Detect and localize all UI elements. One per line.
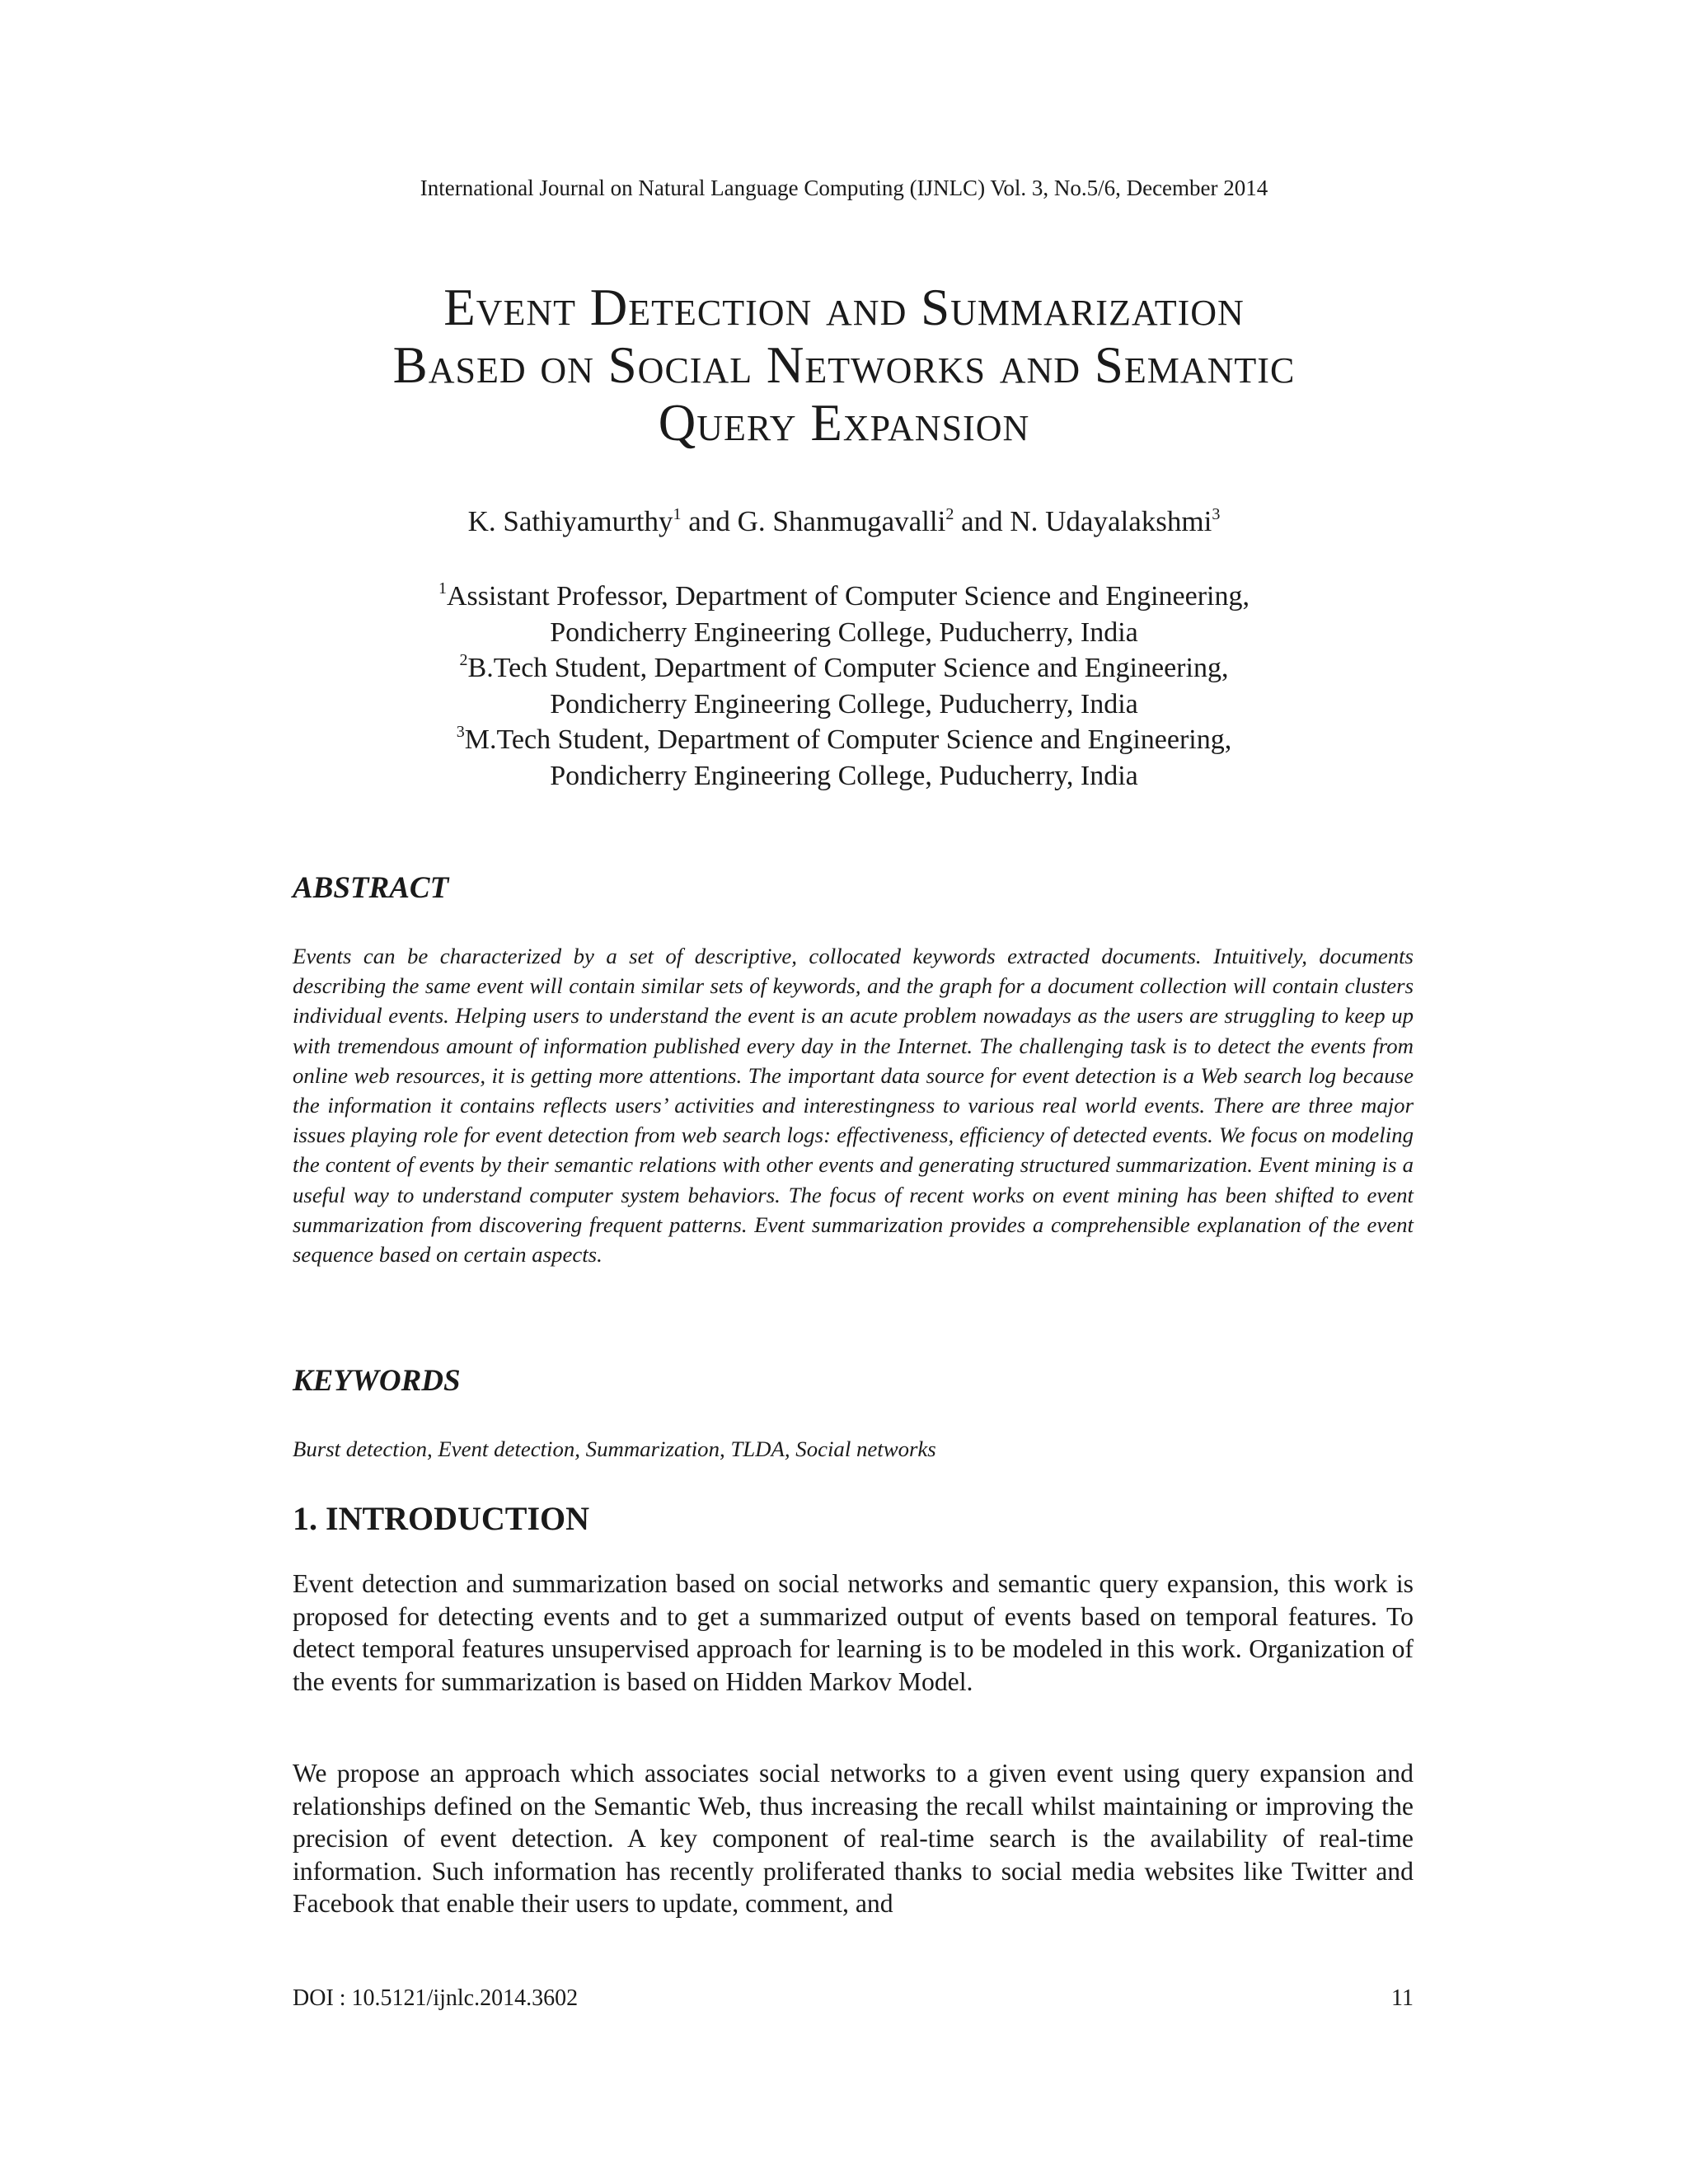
running-header: International Journal on Natural Language Computing (IJNLC) Vol. 3, No.5/6, December 2014 [420,176,1268,200]
footer-doi: DOI : 10.5121/ijnlc.2014.3602 [293,1985,579,2011]
author-separator: and [681,505,738,537]
affiliation-mark: 1 [438,579,447,598]
author-affiliation-mark: 2 [945,505,954,523]
affiliation-list [0,579,1688,794]
author-list [0,503,1688,541]
title-line: Query Expansion [658,394,1030,452]
author-name: K. Sathiyamurthy [467,505,673,537]
author-separator: and [954,505,1010,537]
affiliation-line: Pondicherry Engineering College, Puducherry, India [550,760,1138,791]
abstract-heading: ABSTRACT [293,871,449,905]
affiliation-mark: 2 [459,651,468,669]
paper-title [247,279,1441,452]
page-number: 11 [1391,1985,1414,2011]
affiliation-line: Pondicherry Engineering College, Puducherry, India [550,616,1138,648]
affiliation-line: Pondicherry Engineering College, Puducherry, India [550,688,1138,719]
affiliation-text: M.Tech Student, Department of Computer Science and Engineering, [464,724,1232,755]
affiliation-text: Assistant Professor, Department of Computer Science and Engineering, [446,581,1250,612]
affiliation-text: B.Tech Student, Department of Computer Science and Engineering, [467,653,1229,683]
title-line: Based on Social Networks and Semantic [392,336,1296,394]
affiliation-mark: 3 [456,723,465,741]
keywords-heading: KEYWORDS [293,1364,461,1398]
introduction-paragraph: Event detection and summarization based on social networks and semantic query expansion, this work is proposed for detecting events and to get a summarized output of events based on temporal features. To detect temporal features unsupervised approach for learning is to be modeled in this work. Organization of the events for summarization is based on Hidden Markov Model. [293,1569,1414,1696]
affiliation-line [0,650,1688,687]
author-affiliation-mark: 1 [673,505,682,523]
author-name: N. Udayalakshmi [1010,505,1212,537]
keywords-text: Burst detection, Event detection, Summarization, TLDA, Social networks [293,1436,936,1461]
author-name: G. Shanmugavalli [737,505,946,537]
introduction-paragraph: We propose an approach which associates social networks to a given event using query expansion and relationships defined on the Semantic Web, thus increasing the recall whilst maintaining or improving the precision of event detection. A key component of real-time search is the availability of real-time information. Such information has recently proliferated thanks to social media websites like Twitter and Facebook that enable their users to update, comment, and [293,1759,1414,1919]
introduction-heading: 1. INTRODUCTION [293,1500,590,1537]
affiliation-line [0,722,1688,758]
author-affiliation-mark: 3 [1212,505,1221,523]
abstract-text: Events can be characterized by a set of descriptive, collocated keywords extracted documents. Intuitively, documents describing the same event will contain similar sets of keywords, and the graph for a document collection will contain clusters individual events. Helping users to understand the event is an acute problem nowadays as the users are struggling to keep up with tremendous amount of information published every day in the Internet. The challenging task is to detect the events from online web resources, it is getting more attentions. The important data source for event detection is a Web search log because the information it contains reflects users’ activities and interestingness to various real world events. There are three major issues playing role for event detection from web search logs: effectiveness, efficiency of detected events. We focus on modeling the content of events by their semantic relations with other events and generating structured summarization. Event mining is a useful way to understand computer system behaviors. The focus of recent works on event mining has been shifted to event summarization from discovering frequent patterns. Event summarization provides a comprehensible explanation of the event sequence based on certain aspects. [293,944,1414,1268]
affiliation-line [0,579,1688,615]
title-line: Event Detection and Summarization [443,279,1245,336]
